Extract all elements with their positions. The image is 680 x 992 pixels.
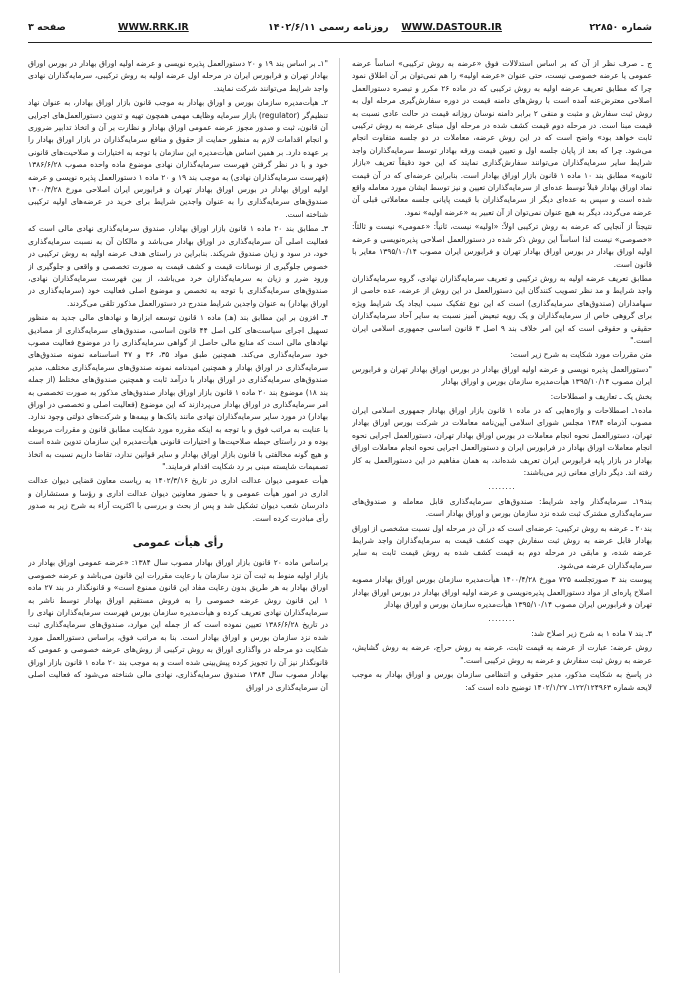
paragraph: ۳ـ بند ۷ ماده ۱ به شرح زیر اصلاح شد:	[531, 628, 652, 638]
rrk-website-link[interactable]: WWW.RRK.IR	[118, 22, 189, 33]
paragraph: ۳ـ مطابق بند ۲۰ ماده ۱ قانون بازار اوراق بهادار، صندوق سرمایه‌گذاری نهادی مالی است که فعالیت اصلی آن سرمایه‌گذاری در اوراق بهادار می‌باشد و مالکان آن به نسبت سرمایه‌گذاری خود، در سود و زیان صندوق شریکند. بنابراین در راستای هدف عرضه اولیه به روش ترکیبی در خصوص جلوگیری از نوسانات قیمت و کشف قیمت به صورت تخصصی و واقعی و جلوگیری از ورود ضرر و زیان به سرمایه‌گذاران خرد می‌باشد، از بین فهرست سرمایه‌گذاران نهادی، صندوق‌های سرمایه‌گذاری با توجه به تخصص و موضوع اصلی فعالیت خود (سرمایه‌گذاری در اوراق بهادار) به عنوان واجدین شرایط مندرج در دستورالعمل مذکور تلقی می‌گردند.	[28, 224, 328, 308]
dastour-website-link[interactable]: WWW.DASTOUR.IR	[401, 22, 502, 33]
page-number: صفحه ۳	[28, 22, 66, 33]
paragraph: نتیجتاً از آنجایی که عرضه به روش ترکیبی اولاً: «اولیه» نیست، ثانیاً: «عمومی» نیست و ثالثاً: «خصوصی» نیست لذا اساساً این روش ذکر شده در دستورالعمل اصلاحی پذیره‌نویسی و عرضه اولیه اوراق بهادار در بورس اوراق بهادار تهران و فرابورس ایران مصوب ۱۳۹۵/۱۰/۱۴ مغایر با قانون است.	[352, 222, 652, 269]
paragraph: روش عرضه: عبارت از عرضه به قیمت ثابت، عرضه به روش حراج، عرضه به روش گشایش، عرضه به روش ثبت سفارش و عرضه به روش ترکیبی است."	[352, 643, 652, 665]
paragraph: ج ـ صرف نظر از آن که بر اساس استدلالات فوق «عرضه به روش ترکیبی» اساساً عرضه عمومی یا عرضه خصوصی نیست، حتی عنوان «عرضه اولیه» را هم نمی‌توان بر آن اطلاق نمود چرا که مطابق تعریف عرضه اولیه به روش ترکیبی که در ماده ۲۶ مکرر و تبصره دستورالعمل اصلاحی معترض‌عنه آمده است با روش‌های دامنه قیمت در دوره سفارش‌گیری مرحله اول به روش ثبت سفارش و مثبت و منفی ۲ برابر دامنه نوسان روزانه قیمت در حالت عادی نسبت به قیمت مبنا است. در مرحله دوم قیمت کشف شده در مرحله اول مبنای عرضه به روش ترکیبی ثابت خواهد بود» واضح است که در این روش عرضه، معاملات در دو جلسه متفاوت انجام می‌شود. چرا که بعد از پایان جلسه اول و تعیین قیمت ورقه بهادار توسط سرمایه‌گذاران واجد شرایط سایر سرمایه‌گذاران می‌توانند سفارش‌گذاری نمایند که این خود دقیقاً تعریف «بازار ثانویه» مطابق بند ۱۰ ماده ۱ قانون بازار اوراق بهادار است. بنابراین عرضه‌ای که در آن قیمت نماد اوراق بهادار قبلاً توسط عده‌ای از سرمایه‌گذاران تعیین و نیز توسط ایشان مورد معامله واقع شده است و سپس به عده‌ای دیگر از سرمایه‌گذاران با قیمت پایانی جلسه معاملاتی قبلی آن عرضه می‌گردد، دیگر به هیچ عنوان نمی‌توان از آن تعبیر به «عرضه اولیه» نمود.	[352, 59, 652, 217]
paragraph: در پاسخ به شکایت مذکور، مدیر حقوقی و انتظامی سازمان بورس و اوراق بهادار به موجب لایحه شماره ۱۲۲/۱۲۴۹۶۳ـ ۱۴۰۲/۱/۲۷ توضیح داده است که:	[352, 670, 652, 692]
paragraph: ماده۱ـ اصطلاحات و واژه‌هایی که در ماده ۱ قانون بازار اوراق بهادار جمهوری اسلامی ایران مصوب آذرماه ۱۳۸۴ مجلس شورای اسلامی آیین‌نامه معاملات در شرکت بورس اوراق بهادار تهران، دستورالعمل نحوه انجام معاملات در بورس اوراق بهادار تهران، دستورالعمل اجرایی نحوه انجام معاملات اوراق بهادار در فرابورس ایران و دستورالعمل اجرایی نحوه انجام معاملات اوراق بهادار در بازار پایه فرابورس ایران تعریف شده‌اند، به همان مفاهیم در این دستورالعمل به کار رفته اند. دیگر دارای معانی زیر می‌باشند:	[352, 405, 652, 477]
paragraph: بند۱۹ـ سرمایه‌گذار واجد شرایط: صندوق‌های سرمایه‌گذاری قابل معامله و صندوق‌های سرمایه‌گذاری مشترک ثبت شده نزد سازمان بورس و اوراق بهادار است.	[352, 496, 652, 519]
paragraph: "دستورالعمل پذیره نویسی و عرضه اولیه اوراق بهادار در بورس اوراق بهادار تهران و فرابورس ایران مصوب ۱۳۹۵/۱۰/۱۴ هیأت‌مدیره سازمان بورس و اوراق بهادار	[352, 364, 652, 387]
right-column	[352, 58, 652, 973]
gazette-date: روزنامه رسمی ۱۴۰۲/۶/۱۱	[268, 22, 389, 33]
paragraph: متن مقررات مورد شکایت به شرح زیر است:	[510, 350, 652, 360]
left-column	[28, 58, 328, 973]
column-divider	[339, 58, 340, 973]
paragraph: ۴ـ افزون بر این مطابق بند (هـ) ماده ۱ قانون توسعه ابزارها و نهادهای مالی جدید به منظور تسهیل اجرای سیاست‌های کلی اصل ۴۴ قانون اساسی، صندوق‌های سرمایه‌گذاری از مصادیق نهادهای مالی است که منابع مالی حاصل از گواهی سرمایه‌گذاری را در موضوع فعالیت مصوب خود سرمایه‌گذاری می‌کند. همچنین طبق مواد ۳۵، ۳۶ و ۴۷ اساسنامه نمونه صندوق‌های سرمایه‌گذاری در اوراق بهادار و همچنین امیدنامه نمونه صندوق‌های سرمایه‌گذاری مختلف، مدیر صندوق‌های سرمایه‌گذاری در اوراق بهادار با درآمد ثابت و همچنین صندوق‌های مختلط (از جمله بند ۱۸) موضوع بند ۲۰ ماده ۱ قانون بازار اوراق بهادار صندوق‌های مذکور به صورت تخصصی به امر سرمایه‌گذاری در اوراق بهادار می‌پردازند که این موضوع (فعالیت اصلی و تخصصی در اوراق بهادار) در مورد سایر سرمایه‌گذاران نهادی مانند بانک‌ها و بیمه‌ها و شرکت‌های دولتی وجود ندارد. با عنایت به مراتب فوق و با توجه به اینکه مقرره مورد شکایت مطابق قانون و مقررات مربوطه بوده و در راستای حیطه صلاحیت‌ها و اختیارات قانونی هیأت‌مدیره این سازمان تدوین شده است و هیچ گونه مخالفتی با قانون بازار اوراق بهادار و سایر قوانین ندارد، تقاضا داریم نسبت به اتخاذ تصمیمات شایسته مبنی بر رد شکایت اقدام فرمایند."	[28, 313, 328, 471]
paragraph: براساس ماده ۲۰ قانون بازار اوراق بهادار مصوب سال ۱۳۸۴: «عرضه عمومی اوراق بهادار در بازار اولیه منوط به ثبت آن نزد سازمان با رعایت مقررات این قانون می‌باشد و عرضه خصوصی اوراق بهادار به هر طریق بدون رعایت مفاد این قانون ممنوع است» و قانونگذار در بند ۲۷ ماده ۱ این قانون روش عرضه خصوصی را به فروش مستقیم اوراق بهادار توسط ناشر به سرمایه‌گذاران نهادی تعریف کرده و هیأت‌مدیره سازمان بورس فهرست سرمایه‌گذاران نهادی را در تاریخ ۱۳۸۶/۶/۲۸ تعیین نموده است که از جمله این موارد، صندوق‌های سرمایه‌گذاری ثبت شده نزد سازمان بورس و اوراق بهادار است. بنا به مراتب فوق، براساس دستورالعمل مورد شکایت دو مرحله در واگذاری اوراق به روش ترکیبی از روش‌های عرضه خصوصی و عمومی که قانونگذار نیز آن را تجویز کرده پیش‌بینی شده است و به موجب بند ۲۰ ماده ۱ قانون بازار اوراق بهادار مصوب سال ۱۳۸۴ صندوق سرمایه‌گذاری، نهادی مالی شناخته می‌شود که فعالیت اصلی آن سرمایه‌گذاری در اوراق	[28, 558, 328, 692]
ellipsis-separator: ........	[488, 482, 516, 492]
paragraph: بند۲۰ ـ عرضه به روش ترکیبی: عرضه‌ای است که در آن در مرحله اول نسبت مشخصی از اوراق بهادار قابل عرضه به روش ثبت سفارش جهت کشف قیمت به سرمایه‌گذاران واجد شرایط عرضه شده، و مابقی در مرحله دوم به قیمت کشف شده به روش قیمت ثابت به سایر سرمایه‌گذاران عرضه می‌شود.	[352, 523, 652, 570]
paragraph: بخش یک ـ تعاریف و اصطلاحات:	[550, 391, 652, 401]
page-header	[28, 20, 652, 43]
paragraph: "۱ـ بر اساس بند ۱۹ و ۲۰ دستورالعمل پذیره نویسی و عرضه اولیه اوراق بهادار در بورس اوراق بهادار تهران و فرابورس ایران در مرحله اول عرضه اولیه به روش ترکیبی، سرمایه‌گذاران نهادی واجد شرایط می‌توانند شرکت نمایند.	[28, 59, 328, 93]
issue-number: شماره ۲۲۸۵۰	[589, 22, 652, 33]
ellipsis-separator: ........	[488, 614, 516, 624]
paragraph: پیوست بند ۳ صورتجلسه ۷۲۵ مورخ ۱۴۰۰/۴/۲۸ هیأت‌مدیره سازمان بورس اوراق بهادار مصوبه اصلاح پاره‌ای از مواد دستورالعمل پذیره‌نویسی و عرضه اولیه اوراق بهادار در بورس اوراق بهادار تهران و فرابورس ایران مصوب ۱۳۹۵/۱۰/۱۴ هیأت‌مدیره سازمان بورس و اوراق بهادار	[352, 575, 652, 610]
paragraph: هیأت عمومی دیوان عدالت اداری در تاریخ ۱۴۰۲/۳/۱۶ به ریاست معاون قضایی دیوان عدالت اداری در امور هیأت عمومی و با حضور معاونین دیوان عدالت اداری و رؤسا و مستشاران و دادرسان شعب دیوان تشکیل شد و پس از بحث و بررسی با اکثریت آراء به شرح زیر به صدور رأی مبادرت کرده است.	[28, 476, 328, 523]
paragraph: ۲ـ هیأت‌مدیره سازمان بورس و اوراق بهادار به موجب قانون بازار اوراق بهادار، به عنوان نهاد تنظیم‌گر (regulator) بازار سرمایه وظایف مهمی همچون تهیه و تدوین دستورالعمل‌های اجرایی آن قانون، ثبت و صدور مجوز عرضه عمومی اوراق بهادار و نظارت بر آن و اتخاذ تدابیر ضروری و انجام اقدامات لازم به منظور حمایت از حقوق و منافع سرمایه‌گذاران در بازار اوراق بهادار را بر عهده دارد. بر همین اساس هیأت‌مدیره این سازمان با توجه به اختیارات و صلاحیت‌های قانونی خود و با در نظر گرفتن فهرست سرمایه‌گذاران نهادی موضوع ماده واحده مصوب ۱۳۸۶/۶/۲۸ (فهرست سرمایه‌گذاران نهادی) به موجب بند ۱۹ و ۲۰ ماده ۱ دستورالعمل پذیره نویسی و عرضه اولیه اوراق بهادار در بورس اوراق بهادار تهران و فرابورس ایران اصلاحی مورخ ۱۴۰۰/۴/۲۸ صندوق‌های سرمایه‌گذاری را به عنوان واجدین شرایط برای خرید در عرضه‌های اولیه ترکیبی شناخته است.	[28, 98, 328, 219]
paragraph: مطابق تعریف عرضه اولیه به روش ترکیبی و تعریف سرمایه‌گذاران نهادی، گروه سرمایه‌گذاران واجد شرایط و مد نظر تصویب کنندگان این دستورالعمل در این روش از عرضه، عده خاصی از سهامداران (صندوق‌های سرمایه‌گذاری) است که این نوع تفکیک سبب ایجاد یک شرایط ویژه برای گروهی خاص از سرمایه‌گذاران و یک رویه تبعیض آمیز نسبت به سایر آحاد سرمایه‌گذاران حقیقی و حقوقی است که این امر خلاف بند ۹ اصل ۳ قانون اساسی جمهوری اسلامی ایران است."	[352, 273, 652, 345]
section-title: رأی هیأت عمومی	[132, 537, 224, 550]
